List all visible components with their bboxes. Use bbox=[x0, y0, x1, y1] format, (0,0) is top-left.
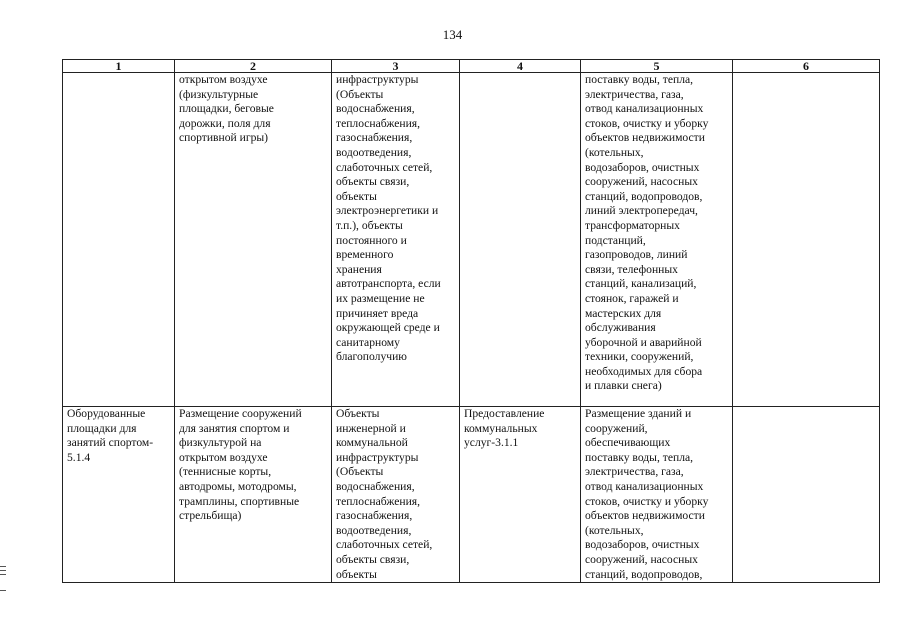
cell-text: инфраструктуры (Объекты водоснабжения, теплоснабжения, газоснабжения, водоотведения, слаботочных сетей, объекты связи, объекты электроэнергетики и т.п.), объекты постоянного и временного хранения автотранспорта, если их размещение не причиняет вреда окружающей среде и санитарному благополучию bbox=[336, 73, 441, 364]
table-cell bbox=[332, 73, 460, 407]
zoning-table bbox=[62, 59, 880, 583]
cell-text: Размещение зданий и сооружений, обеспечивающих поставку воды, тепла, электричества, газа, отвод канализационных стоков, очистку и уборку объектов недвижимости (котельных, водозаборов, очистных сооружений, насосных станций, водопроводов, bbox=[585, 407, 709, 581]
cell-text: Оборудованные площадки для занятий спортом- 5.1.4 bbox=[67, 407, 154, 464]
table-header-row bbox=[63, 60, 880, 73]
column-header-4: 4 bbox=[460, 60, 581, 73]
table-cell bbox=[175, 407, 332, 583]
page-number: 134 bbox=[442, 27, 463, 42]
table-cell bbox=[63, 407, 175, 583]
table-cell bbox=[581, 73, 733, 407]
column-header-5: 5 bbox=[581, 60, 733, 73]
table-row bbox=[63, 73, 880, 407]
scan-margin-mark bbox=[0, 574, 6, 575]
table-cell bbox=[332, 407, 460, 583]
table-cell bbox=[733, 73, 880, 407]
table-cell bbox=[175, 73, 332, 407]
column-header-3: 3 bbox=[332, 60, 460, 73]
table-cell bbox=[63, 73, 175, 407]
cell-text: Предоставление коммунальных услуг-3.1.1 bbox=[464, 407, 545, 450]
table-cell bbox=[733, 407, 880, 583]
scan-margin-mark bbox=[0, 570, 6, 571]
scan-margin-mark bbox=[0, 590, 6, 591]
table-cell bbox=[460, 73, 581, 407]
scan-margin-mark bbox=[0, 566, 6, 567]
cell-text: поставку воды, тепла, электричества, газа, отвод канализационных стоков, очистку и уборку объектов недвижимости (котельных, водозаборов, очистных сооружений, насосных станций, водопроводов, линий электропередач, трансформаторных подстанций, газопроводов, линий связи, телефонных станций, канализаций, стоянок, гаражей и мастерских для обслуживания уборочной и аварийной техники, сооружений, необходимых для сбора и плавки снега) bbox=[585, 73, 709, 393]
column-header-1: 1 bbox=[63, 60, 175, 73]
table-row bbox=[63, 407, 880, 583]
column-header-6: 6 bbox=[733, 60, 880, 73]
table-cell bbox=[581, 407, 733, 583]
cell-text: открытом воздухе (физкультурные площадки, беговые дорожки, поля для спортивной игры) bbox=[179, 73, 274, 145]
cell-text: Объекты инженерной и коммунальной инфраструктуры (Объекты водоснабжения, теплоснабжения, газоснабжения, водоотведения, слаботочных сетей, объекты связи, объекты bbox=[336, 407, 433, 581]
cell-text: Размещение сооружений для занятия спортом и физкультурой на открытом воздухе (теннисные корты, автодромы, мотодромы, трамплины, спортивные стрельбища) bbox=[179, 407, 302, 523]
column-header-2: 2 bbox=[175, 60, 332, 73]
table-cell bbox=[460, 407, 581, 583]
